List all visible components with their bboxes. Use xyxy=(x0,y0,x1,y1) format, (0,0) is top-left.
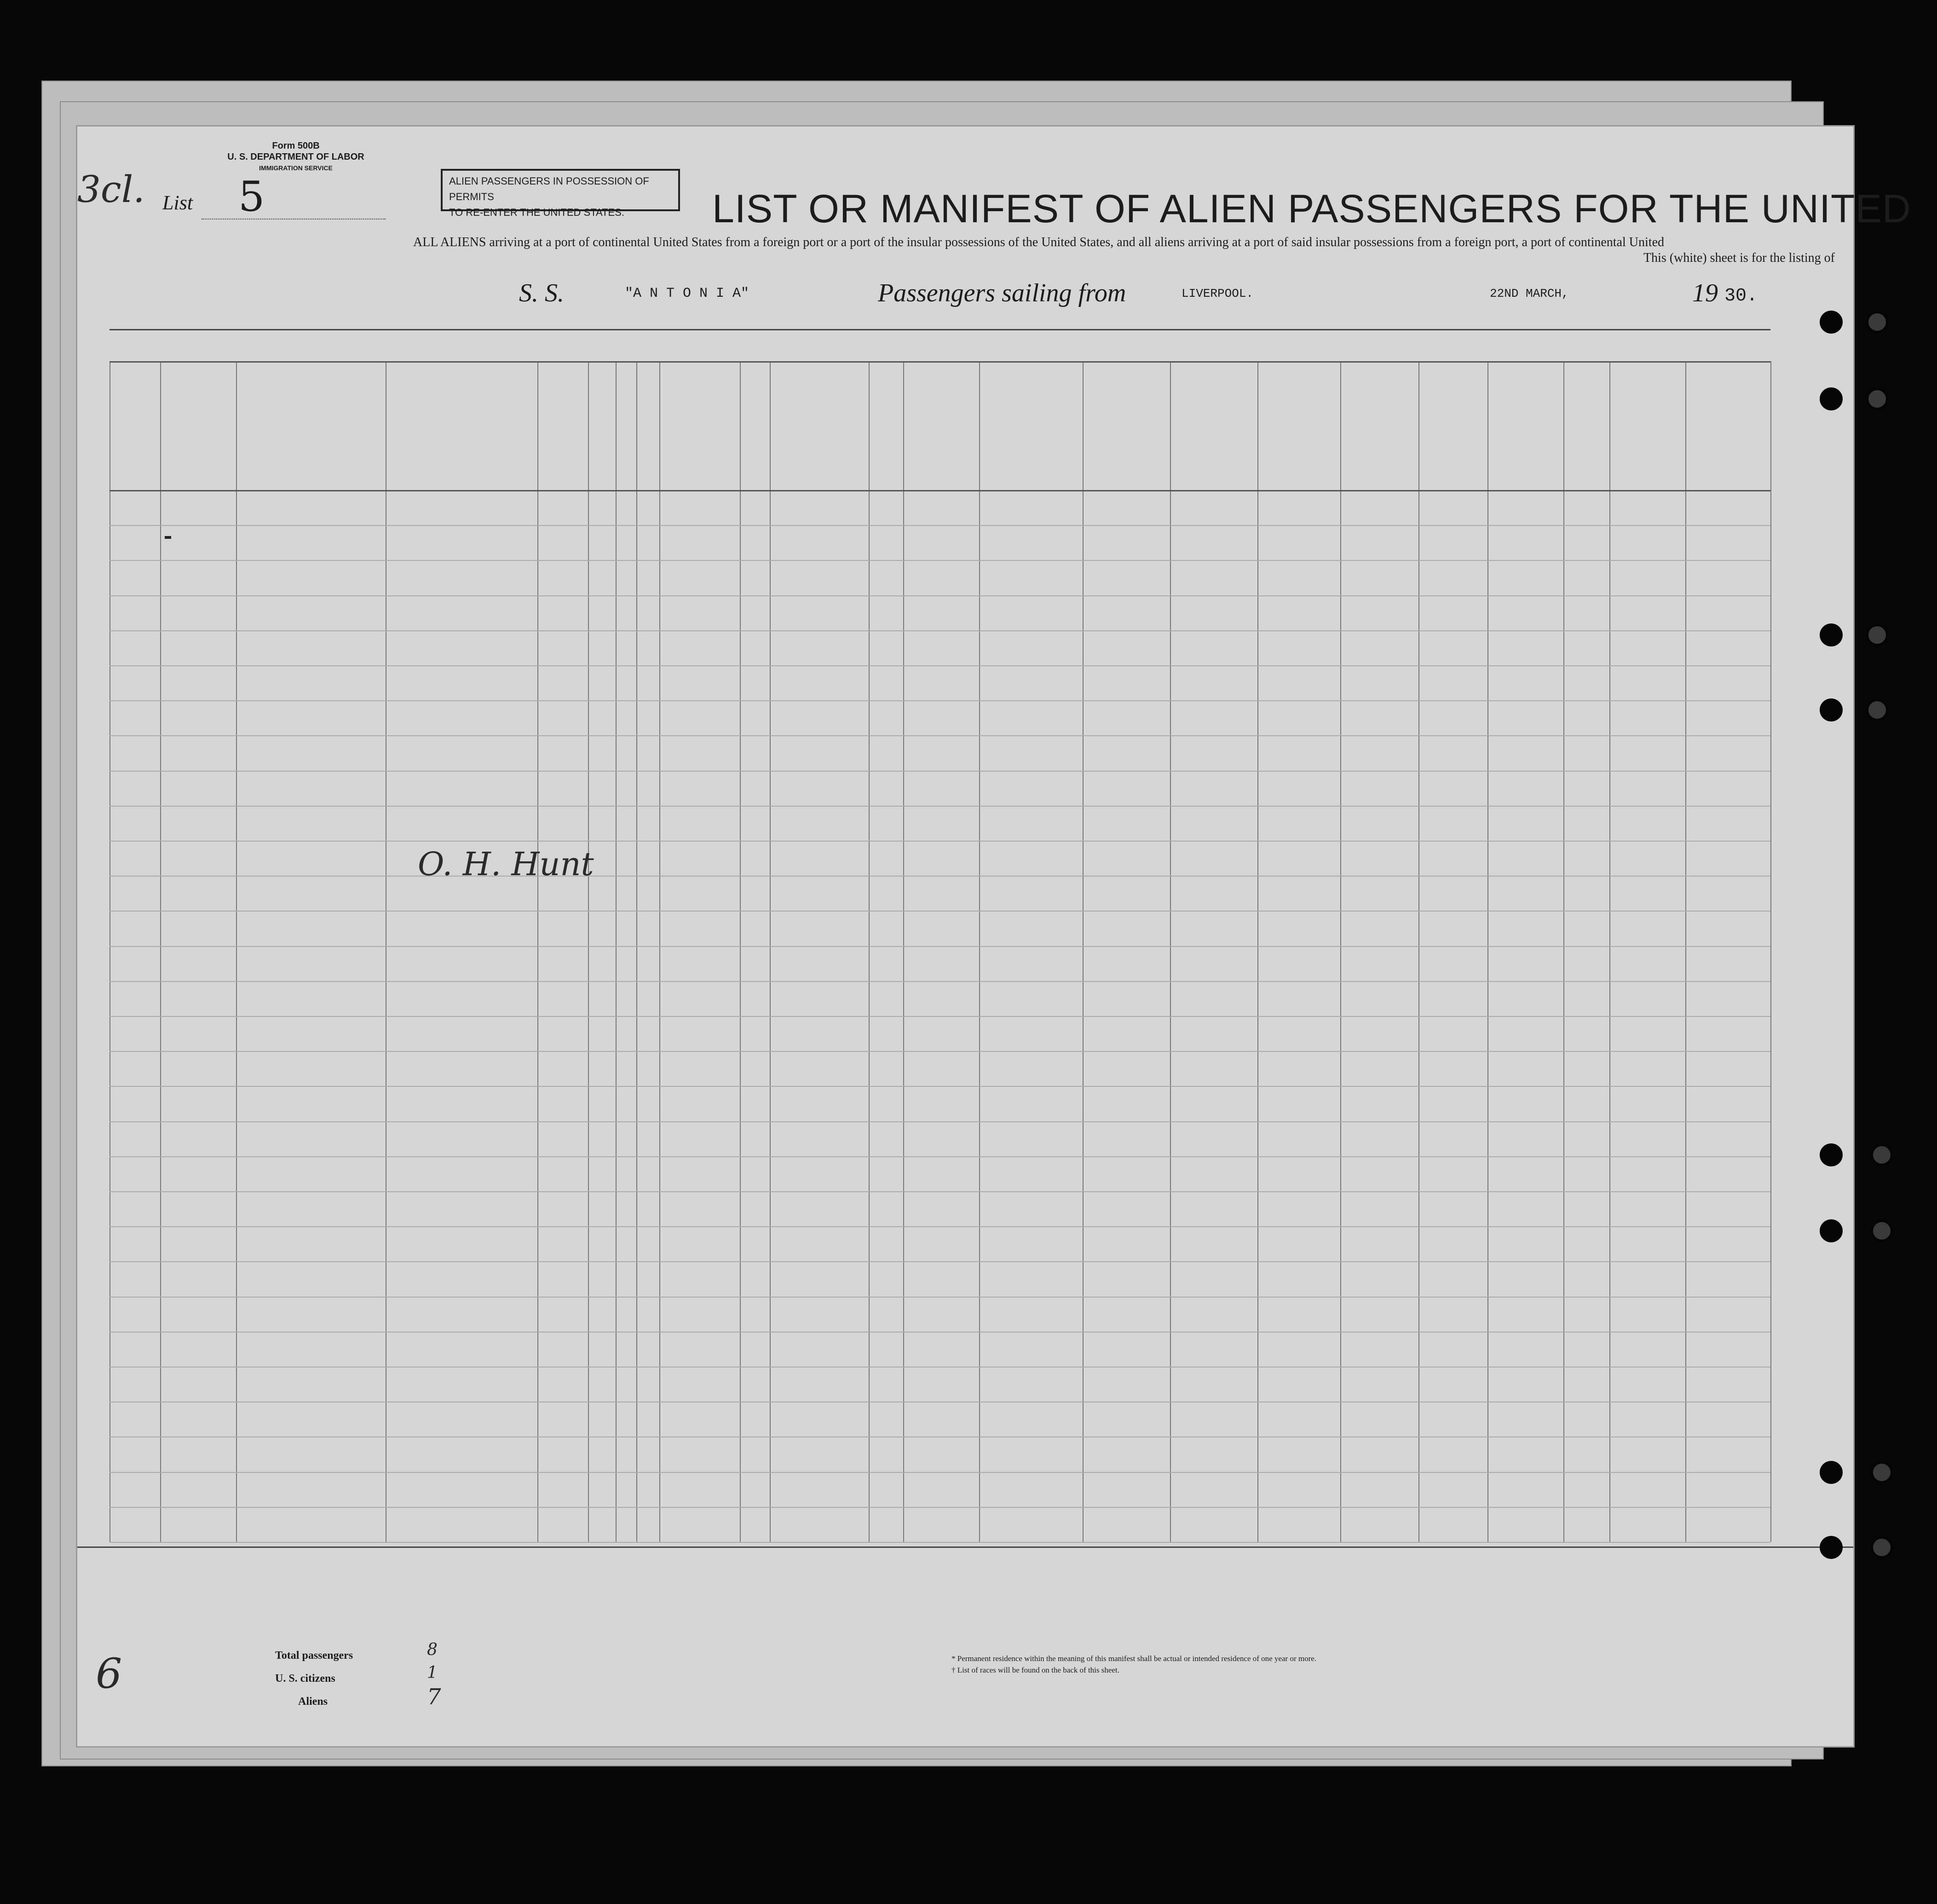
footnote-residence: * Permanent residence within the meaning of this manifest shall be actual or intended residence of one year or more. xyxy=(951,1654,1317,1663)
departure-port: LIVERPOOL. xyxy=(1182,287,1254,300)
row-line xyxy=(110,560,1770,561)
permit-box xyxy=(441,169,680,218)
head-tax-status xyxy=(165,536,171,539)
column-divider xyxy=(979,361,980,1542)
aliens-label: Aliens xyxy=(298,1696,328,1708)
row-line xyxy=(110,1016,1770,1017)
binder-hole xyxy=(1820,311,1843,334)
binder-hole xyxy=(1870,1219,1893,1242)
permit-box-line2: TO RE-ENTER THE UNITED STATES. xyxy=(449,207,624,218)
column-divider xyxy=(588,361,589,1542)
binder-hole xyxy=(1870,1536,1893,1559)
row-line xyxy=(110,665,1770,666)
row-line xyxy=(110,1121,1770,1122)
row-line xyxy=(110,771,1770,772)
row-line xyxy=(110,876,1770,877)
column-divider xyxy=(1609,361,1610,1542)
departure-date: 22ND MARCH, xyxy=(1490,287,1569,300)
list-number: 5 xyxy=(238,173,265,221)
departure-year-suffix: 30. xyxy=(1724,286,1758,306)
row-line xyxy=(110,735,1770,736)
departure-year-prefix: 19 xyxy=(1692,279,1718,307)
column-divider xyxy=(1083,361,1084,1542)
total-passengers-value: 8 xyxy=(427,1640,438,1659)
row-line xyxy=(110,1261,1770,1262)
permit-box-line1: ALIEN PASSENGERS IN POSSESSION OF PERMITS xyxy=(449,175,649,202)
row-line xyxy=(110,595,1770,596)
column-divider xyxy=(659,361,660,1542)
column-divider xyxy=(1170,361,1171,1542)
us-citizens-value: 1 xyxy=(427,1663,438,1682)
binder-hole xyxy=(1820,698,1843,721)
binder-hole xyxy=(1866,311,1889,334)
row-line xyxy=(110,911,1770,912)
column-divider xyxy=(770,361,771,1542)
column-divider xyxy=(1340,361,1341,1542)
binder-hole xyxy=(1866,387,1889,410)
row-line xyxy=(110,700,1770,701)
row-line xyxy=(110,1191,1770,1192)
column-divider xyxy=(740,361,741,1542)
row-line xyxy=(110,1507,1770,1508)
column-divider xyxy=(1563,361,1564,1542)
column-divider xyxy=(160,361,161,1542)
subtitle: ALL ALIENS arriving at a port of continental United States from a foreign port or a port of the insular possessions of the United States, and all aliens arriving at a port of said insular possessions from a foreign port, a port of continental United xyxy=(413,235,1664,249)
column-divider xyxy=(1487,361,1488,1542)
row-line xyxy=(110,1332,1770,1333)
side-mark: 6 xyxy=(96,1650,122,1698)
row-line xyxy=(110,981,1770,982)
page-title: LIST OR MANIFEST OF ALIEN PASSENGERS FOR THE UNITED xyxy=(712,187,1912,231)
column-divider xyxy=(236,361,237,1542)
aliens-value: 7 xyxy=(427,1684,441,1710)
column-divider xyxy=(1685,361,1686,1542)
binder-hole xyxy=(1820,387,1843,410)
column-number-line xyxy=(110,361,1770,363)
us-citizens-label: U. S. citizens xyxy=(275,1673,335,1685)
row-line xyxy=(110,525,1770,526)
column-divider xyxy=(1257,361,1258,1542)
row-line xyxy=(110,1226,1770,1227)
binder-hole xyxy=(1866,623,1889,646)
margin-note: 3cl. xyxy=(77,168,145,211)
column-divider xyxy=(636,361,637,1542)
department-label: U. S. DEPARTMENT OF LABOR xyxy=(227,152,364,162)
ship-name: "A N T O N I A" xyxy=(625,286,749,301)
header-bottom-line xyxy=(110,490,1770,491)
binder-hole xyxy=(1866,698,1889,721)
row-line xyxy=(110,946,1770,947)
total-passengers-label: Total passengers xyxy=(275,1650,353,1662)
binder-hole xyxy=(1820,623,1843,646)
subtitle-2: This (white) sheet is for the listing of xyxy=(1643,251,1835,265)
sailing-label: Passengers sailing from xyxy=(878,279,1126,307)
row-line xyxy=(110,1086,1770,1087)
binder-hole xyxy=(1870,1143,1893,1166)
binder-hole xyxy=(1820,1143,1843,1166)
row-line xyxy=(110,1542,1770,1543)
form-number: Form 500B xyxy=(272,141,320,151)
column-divider xyxy=(869,361,870,1542)
list-label: List xyxy=(162,191,193,214)
purser-signature: O. H. Hunt xyxy=(418,845,594,883)
column-divider xyxy=(537,361,538,1542)
service-label: IMMIGRATION SERVICE xyxy=(259,164,333,172)
binder-hole xyxy=(1870,1461,1893,1484)
row-line xyxy=(110,630,1770,631)
row-line xyxy=(110,806,1770,807)
footnote-races: † List of races will be found on the back of this sheet. xyxy=(951,1666,1119,1674)
table-bottom-line xyxy=(77,1546,1853,1548)
header-top-line xyxy=(110,329,1770,330)
column-divider xyxy=(1770,361,1771,1542)
manifest-sheet xyxy=(76,125,1912,1748)
row-line xyxy=(110,1156,1770,1157)
row-line xyxy=(110,1051,1770,1052)
ship-prefix: S. S. xyxy=(519,279,564,307)
row-line xyxy=(110,1472,1770,1473)
binder-hole xyxy=(1820,1461,1843,1484)
column-divider xyxy=(616,361,617,1542)
binder-hole xyxy=(1820,1219,1843,1242)
binder-hole xyxy=(1820,1536,1843,1559)
row-line xyxy=(110,1297,1770,1298)
row-line xyxy=(110,841,1770,842)
column-divider xyxy=(1418,361,1419,1542)
column-divider xyxy=(903,361,904,1542)
